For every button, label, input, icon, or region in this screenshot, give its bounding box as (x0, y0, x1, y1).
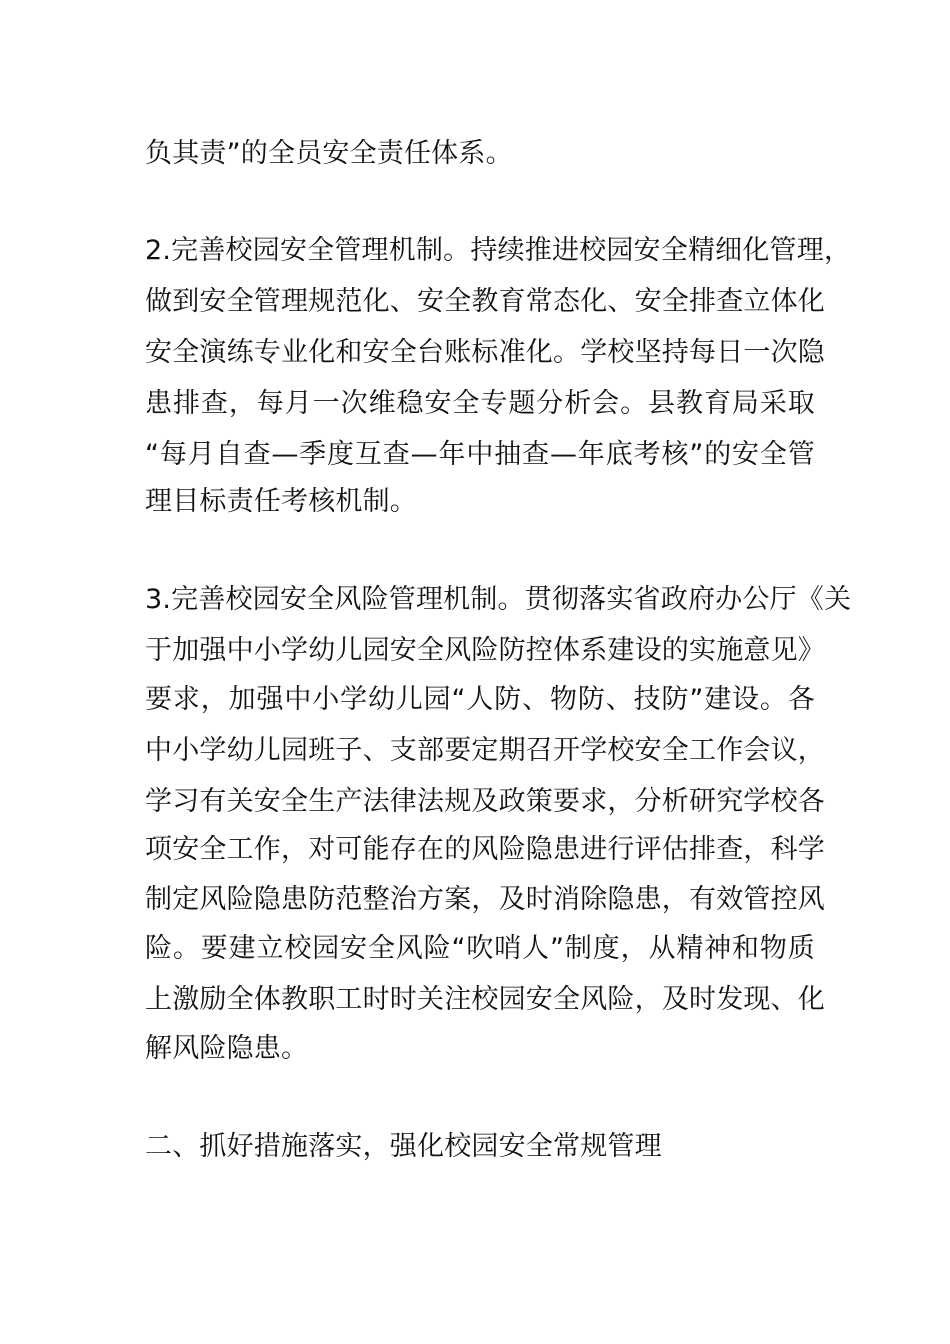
paragraph-2-line-1: 2.完善校园安全管理机制。持续推进校园安全精细化管理， (145, 235, 852, 266)
paragraph-3-line-3: 要求，加强中小学幼儿园“人防、物防、技防”建设。各 (145, 684, 815, 715)
paragraph-3-line-5: 学习有关安全生产法律法规及政策要求，分析研究学校各 (145, 786, 825, 817)
paragraph-3-line-1: 3.完善校园安全风险管理机制。贯彻落实省政府办公厅《关 (145, 584, 852, 615)
paragraph-3-line-6: 项安全工作，对可能存在的风险隐患进行评估排查，科学 (145, 834, 825, 865)
paragraph-2-line-2: 做到安全管理规范化、安全教育常态化、安全排查立体化 (145, 286, 825, 317)
section-heading: 二、抓好措施落实，强化校园安全常规管理 (145, 1131, 662, 1162)
paragraph-1-line-1: 负其责”的全员安全责任体系。 (145, 138, 513, 169)
paragraph-2-line-5: “每月自查—季度互查—年中抽查—年底考核”的安全管 (145, 439, 815, 470)
paragraph-3-line-4: 中小学幼儿园班子、支部要定期召开学校安全工作会议， (145, 735, 825, 766)
paragraph-2-line-6: 理目标责任考核机制。 (145, 486, 417, 517)
paragraph-3-line-7: 制定风险隐患防范整治方案，及时消除隐患，有效管控风 (145, 884, 825, 915)
paragraph-2-line-3: 安全演练专业化和安全台账标准化。学校坚持每日一次隐 (145, 337, 825, 368)
paragraph-3-line-9: 上激励全体教职工时时关注校园安全风险，及时发现、化 (145, 984, 825, 1015)
paragraph-3-line-10: 解风险隐患。 (145, 1033, 309, 1064)
paragraph-3-line-8: 险。要建立校园安全风险“吹哨人”制度，从精神和物质 (145, 933, 815, 964)
paragraph-2-line-4: 患排查，每月一次维稳安全专题分析会。县教育局采取 (145, 388, 815, 419)
paragraph-3-line-2: 于加强中小学幼儿园安全风险防控体系建设的实施意见》 (145, 635, 825, 666)
